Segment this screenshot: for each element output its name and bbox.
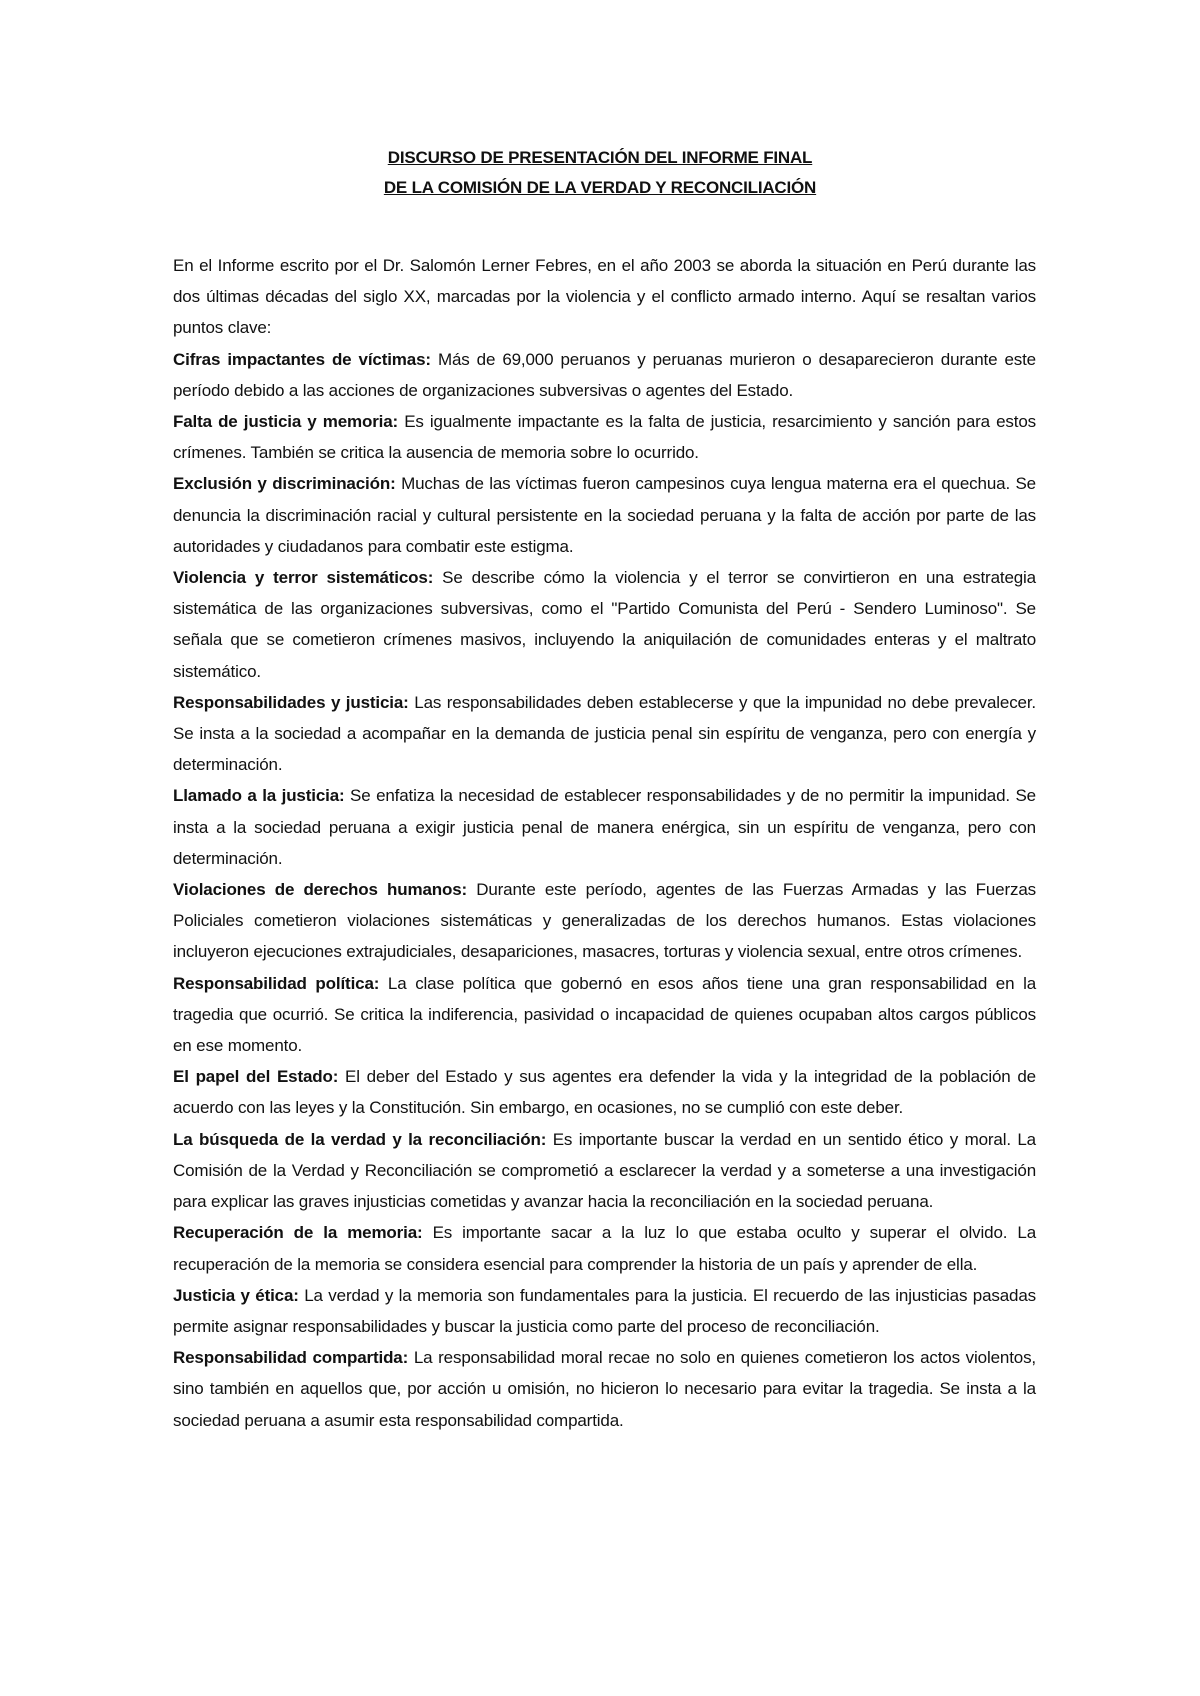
point-text: Es importante buscar la verdad en un sentido ético y moral. La Comisión de la Verdad y Reconciliación se comprometió a esclarecer la verdad y a someterse a una investigación para explicar las graves injusticias cometidas y avanzar hacia la reconciliación en la sociedad peruana. <box>173 1129 1036 1212</box>
point-paragraph <box>173 344 1036 406</box>
point-term: Responsabilidades y justicia: <box>173 692 409 712</box>
point-paragraph <box>173 1280 1036 1342</box>
point-text: La clase política que gobernó en esos años tiene una gran responsabilidad en la tragedia que ocurrió. Se critica la indiferencia, pasividad o incapacidad de quienes ocupaban altos cargos públicos en ese momento. <box>173 973 1036 1056</box>
point-term: Exclusión y discriminación: <box>173 474 396 494</box>
point-text: Más de 69,000 peruanos y peruanas murieron o desaparecieron durante este período debido a las acciones de organizaciones subversivas o agentes del Estado. <box>173 349 1036 400</box>
point-term: Responsabilidad política: <box>173 973 380 993</box>
point-text: Se describe cómo la violencia y el terror se convirtieron en una estrategia sistemática de las organizaciones subversivas, como el "Partido Comunista del Perú - Sendero Luminoso". Se señala que se cometieron crímenes masivos, incluyendo la aniquilación de comunidades enteras y el maltrato sistemático. <box>173 568 1036 681</box>
point-text: Se enfatiza la necesidad de establecer responsabilidades y de no permitir la impunidad. Se insta a la sociedad peruana a exigir justicia penal de manera enérgica, sin un espíritu de venganza, pero con determinación. <box>173 786 1036 868</box>
point-paragraph <box>173 562 1036 687</box>
point-text: El deber del Estado y sus agentes era defender la vida y la integridad de la población de acuerdo con las leyes y la Constitución. Sin embargo, en ocasiones, no se cumplió con este deber. <box>173 1067 1036 1118</box>
point-term: Recuperación de la memoria: <box>173 1223 423 1243</box>
document-title <box>0 143 1200 203</box>
point-paragraph <box>173 406 1036 468</box>
point-text: La responsabilidad moral recae no solo en quienes cometieron los actos violentos, sino también en aquellos que, por acción u omisión, no hicieron lo necesario para evitar la tragedia. Se insta a la sociedad peruana a asumir esta responsabilidad compartida. <box>173 1348 1036 1430</box>
point-term: Violencia y terror sistemáticos: <box>173 568 434 588</box>
point-text: Muchas de las víctimas fueron campesinos cuya lengua materna era el quechua. Se denuncia la discriminación racial y cultural persistente en la sociedad peruana y la falta de acción por parte de las autoridades y ciudadanos para combatir este estigma. <box>173 474 1036 556</box>
point-term: La búsqueda de la verdad y la reconciliación: <box>173 1129 547 1149</box>
point-paragraph <box>173 1342 1036 1436</box>
point-text: Es importante sacar a la luz lo que estaba oculto y superar el olvido. La recuperación de la memoria se considera esencial para comprender la historia de un país y aprender de ella. <box>173 1223 1036 1274</box>
point-term: Violaciones de derechos humanos: <box>173 880 468 900</box>
document-body <box>173 250 1036 1436</box>
point-paragraph <box>173 874 1036 968</box>
point-term: Falta de justicia y memoria: <box>173 412 399 432</box>
point-term: Responsabilidad compartida: <box>173 1348 409 1368</box>
point-text: La verdad y la memoria son fundamentales para la justicia. El recuerdo de las injusticias pasadas permite asignar responsabilidades y buscar la justicia como parte del proceso de reconciliación. <box>173 1285 1036 1336</box>
intro-paragraph: En el Informe escrito por el Dr. Salomón Lerner Febres, en el año 2003 se aborda la situación en Perú durante las dos últimas décadas del siglo XX, marcadas por la violencia y el conflicto armado interno. Aquí se resaltan varios puntos clave: <box>173 256 1036 338</box>
point-paragraph <box>173 468 1036 562</box>
point-text: Es igualmente impactante es la falta de justicia, resarcimiento y sanción para estos crímenes. También se critica la ausencia de memoria sobre lo ocurrido. <box>173 412 1036 463</box>
title-line-1: DISCURSO DE PRESENTACIÓN DEL INFORME FINAL <box>387 148 813 167</box>
point-paragraph <box>173 1124 1036 1218</box>
point-term: Llamado a la justicia: <box>173 786 345 806</box>
point-paragraph <box>173 1061 1036 1123</box>
point-paragraph <box>173 1217 1036 1279</box>
point-paragraph <box>173 968 1036 1062</box>
point-paragraph <box>173 780 1036 874</box>
point-term: Justicia y ética: <box>173 1285 299 1305</box>
point-text: Durante este período, agentes de las Fuerzas Armadas y las Fuerzas Policiales cometieron violaciones sistemáticas y generalizadas de los derechos humanos. Estas violaciones incluyeron ejecuciones extrajudiciales, desapariciones, masacres, torturas y violencia sexual, entre otros crímenes. <box>173 880 1036 962</box>
point-text: Las responsabilidades deben establecerse y que la impunidad no debe prevalecer. Se insta a la sociedad a acompañar en la demanda de justicia penal sin espíritu de venganza, pero con energía y determinación. <box>173 692 1036 775</box>
point-term: Cifras impactantes de víctimas: <box>173 349 431 369</box>
point-term: El papel del Estado: <box>173 1067 339 1087</box>
point-paragraph <box>173 687 1036 781</box>
title-line-2: DE LA COMISIÓN DE LA VERDAD Y RECONCILIACIÓN <box>383 178 817 197</box>
